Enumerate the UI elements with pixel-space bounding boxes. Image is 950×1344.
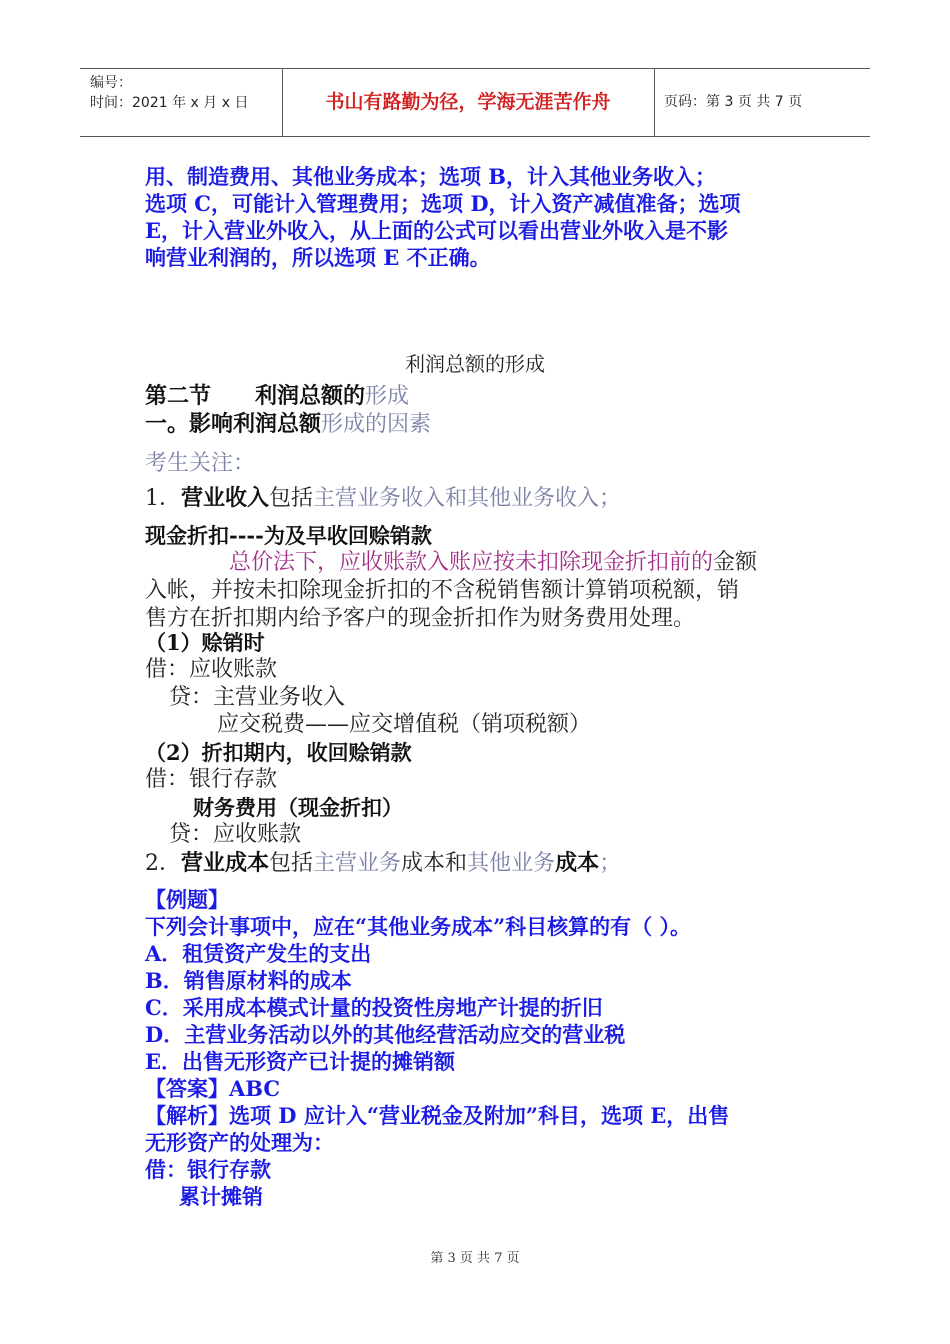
example-answer: 【答案】ABC <box>145 1076 281 1101</box>
intro-line: 响营业利润的，所以选项 E 不正确。 <box>145 245 491 270</box>
item-1-num: 1． <box>145 486 181 511</box>
example-option: D．主营业务活动以外的其他经营活动应交的营业税 <box>145 1022 626 1047</box>
example-debit: 借：银行存款 <box>145 1157 271 1182</box>
item-1-mid: 包括 <box>269 486 314 511</box>
time-line: 时间：2021 年 x 月 x 日 <box>90 95 249 111</box>
cash-discount-title: 现金折扣----为及早收回赊销款 <box>145 523 432 548</box>
entry-1-title: （1）赊销时 <box>145 630 265 655</box>
intro-line: E，计入营业外收入，从上面的公式可以看出营业外收入是不影 <box>145 218 729 243</box>
example-option: C．采用成本模式计量的投资性房地产计提的折旧 <box>145 995 603 1020</box>
example-debit-2: 累计摊销 <box>179 1184 263 1209</box>
section-sub-suffix: 形成的因素 <box>321 412 432 437</box>
item-2-num: 2． <box>145 851 181 876</box>
header-motto: 书山有路勤为径，学海无涯苦作舟 <box>325 91 611 113</box>
section-title-suffix: 形成 <box>365 384 410 409</box>
item-2-bold: 营业成本 <box>181 850 270 876</box>
cash-discount-line: 售方在折扣期内给予客户的现金折扣作为财务费用处理。 <box>145 606 696 631</box>
section-sub-prefix: 一。影响利润总额 <box>145 411 322 437</box>
item-2-bold-2: 成本 <box>555 850 600 876</box>
example-option: B．销售原材料的成本 <box>145 968 352 993</box>
cash-discount-line1-rest: 金额 <box>713 550 758 575</box>
page-header <box>80 68 870 137</box>
intro-line: 选项 C，可能计入管理费用；选项 D，计入资产减值准备；选项 <box>145 191 741 216</box>
item-2-mid-2: 成本和 <box>401 851 468 876</box>
section-heading: 利润总额的形成 <box>405 352 545 376</box>
cash-discount-line <box>229 549 757 577</box>
example-question: 下列会计事项中，应在“其他业务成本”科目核算的有（ ）。 <box>145 914 691 939</box>
header-divider <box>654 69 655 136</box>
item-1-bold: 营业收入 <box>181 485 270 511</box>
entry-2-debit-2: 财务费用（现金折扣） <box>193 795 403 820</box>
example-option: A．租赁资产发生的支出 <box>145 941 372 966</box>
item-1 <box>145 484 810 513</box>
example-analysis: 【解析】选项 D 应计入“营业税金及附加”科目，选项 E，出售 <box>145 1103 730 1128</box>
section-title-prefix: 第二节 利润总额的 <box>145 383 366 409</box>
entry-1-credit-2: 应交税费——应交增值税（销项税额） <box>217 712 592 737</box>
section-subtitle <box>145 410 810 439</box>
item-2-gray-2: 其他业务 <box>467 851 556 876</box>
entry-2-debit: 借：银行存款 <box>145 767 278 792</box>
entry-2-credit: 贷：应收账款 <box>169 822 302 847</box>
example-analysis: 无形资产的处理为： <box>145 1130 334 1155</box>
item-2-gray: 主营业务 <box>313 851 402 876</box>
example-option: E．出售无形资产已计提的摊销额 <box>145 1049 456 1074</box>
item-1-gray: 主营业务收入和其他业务收入； <box>313 486 622 511</box>
entry-2-title: （2）折扣期内，收回赊销款 <box>145 740 412 765</box>
item-2-mid: 包括 <box>269 851 314 876</box>
code-label: 编号： <box>90 75 132 91</box>
item-2-end: ； <box>599 851 622 876</box>
example-tag: 【例题】 <box>145 887 229 912</box>
attention-label: 考生关注： <box>145 451 256 476</box>
entry-1-credit: 贷：主营业务收入 <box>169 685 346 710</box>
cash-discount-highlight: 总价法下，应收账款入账应按未扣除现金折扣前的 <box>229 550 714 575</box>
header-meta <box>90 73 248 113</box>
item-2 <box>145 849 810 878</box>
entry-1-debit: 借：应收账款 <box>145 657 278 682</box>
section-title <box>145 382 810 411</box>
cash-discount-line: 入帐，并按未扣除现金折扣的不含税销售额计算销项税额，销 <box>145 578 740 603</box>
page-footer: 第 3 页 共 7 页 <box>430 1251 520 1266</box>
header-page-info: 页码：第 3 页 共 7 页 <box>664 94 803 110</box>
intro-line: 用、制造费用、其他业务成本；选项 B，计入其他业务收入； <box>145 164 717 189</box>
